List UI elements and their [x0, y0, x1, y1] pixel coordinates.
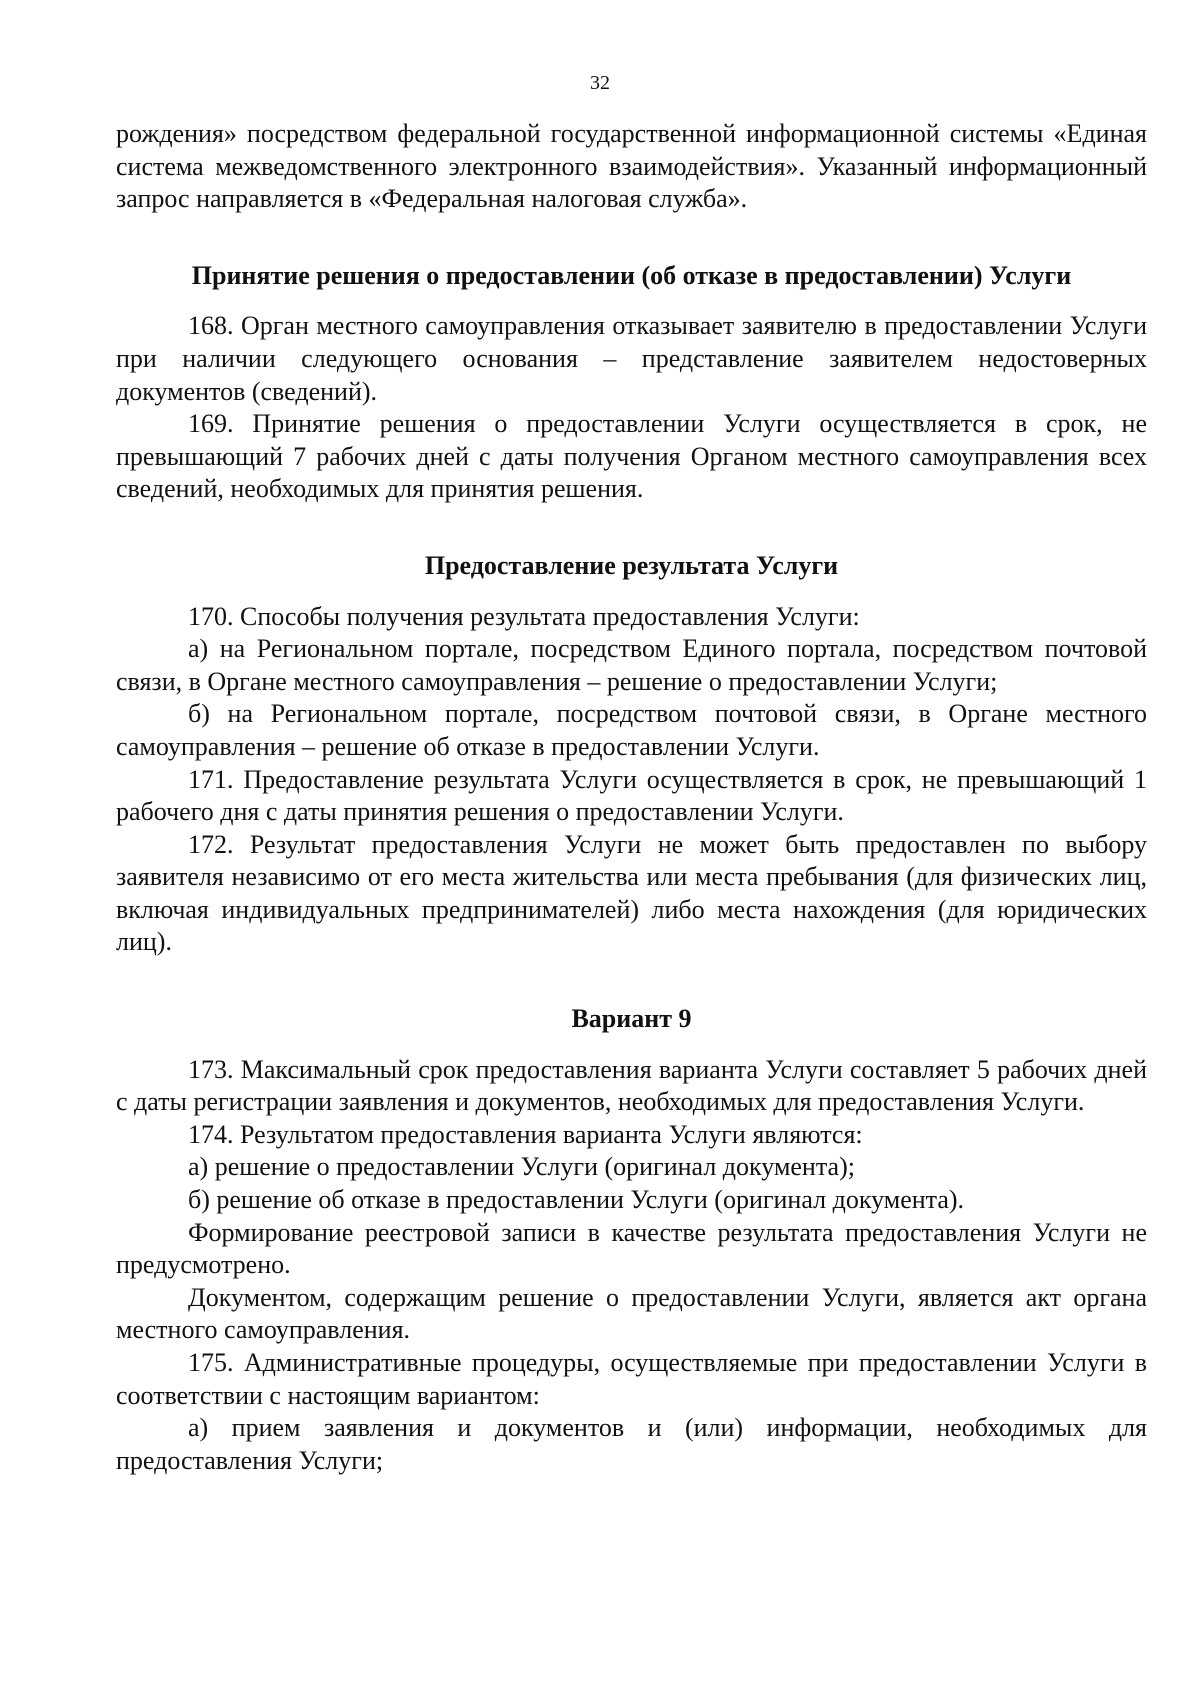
section-heading-decision: Принятие решения о предоставлении (об отказе в предоставлении) Услуги: [191, 260, 1072, 290]
paragraph-171: 171. Предоставление результата Услуги осуществляется в срок, не превышающий 1 рабочего дня с даты принятия решения о предоставлении Услуги.: [116, 764, 1147, 827]
paragraph-continuation: рождения» посредством федеральной государственной информационной системы «Единая система межведомственного электронного взаимодействия». Указанный информационный запрос направляется в «Федеральная налоговая служба».: [116, 119, 1147, 214]
paragraph-174-b: б) решение об отказе в предоставлении Услуги (оригинал документа).: [188, 1185, 965, 1215]
paragraph-173: 173. Максимальный срок предоставления варианта Услуги составляет 5 рабочих дней с даты регистрации заявления и документов, необходимых для предоставления Услуги.: [116, 1054, 1147, 1117]
paragraph-175-a: а) прием заявления и документов и (или) информации, необходимых для предоставления Услуги;: [116, 1413, 1147, 1475]
paragraph-170: 170. Способы получения результата предоставления Услуги:: [188, 601, 860, 631]
paragraph-174: 174. Результатом предоставления варианта Услуги являются:: [188, 1119, 863, 1149]
paragraph-174-a: а) решение о предоставлении Услуги (оригинал документа);: [188, 1152, 855, 1182]
page-number: 32: [590, 72, 610, 94]
paragraph-170-a: а) на Региональном портале, посредством Единого портала, посредством почтовой связи, в Органе местного самоуправления – решение о предоставлении Услуги;: [116, 634, 1147, 696]
paragraph-170-b: б) на Региональном портале, посредством почтовой связи, в Органе местного самоуправления – решение об отказе в предоставлении Услуги.: [116, 699, 1147, 761]
paragraph-172: 172. Результат предоставления Услуги не может быть предоставлен по выбору заявителя независимо от его места жительства или места пребывания (для физических лиц, включая индивидуальных предпринимателей) либо места нахождения (для юридических лиц).: [116, 829, 1147, 957]
document-body: [116, 118, 1147, 1477]
section-heading-result: Предоставление результата Услуги: [424, 550, 839, 580]
paragraph-169: 169. Принятие решения о предоставлении Услуги осуществляется в срок, не превышающий 7 рабочих дней с даты получения Органом местного самоуправления всех сведений, необходимых для принятия решения.: [116, 409, 1147, 504]
paragraph-175: 175. Административные процедуры, осуществляемые при предоставлении Услуги в соответствии с настоящим вариантом:: [116, 1348, 1147, 1410]
section-heading-variant: Вариант 9: [571, 1004, 692, 1034]
paragraph-174-registry: Формирование реестровой записи в качестве результата предоставления Услуги не предусмотрено.: [116, 1217, 1147, 1280]
paragraph-168: 168. Орган местного самоуправления отказывает заявителю в предоставлении Услуги при наличии следующего основания – представление заявителем недостоверных документов (сведений).: [116, 311, 1147, 406]
paragraph-174-document: Документом, содержащим решение о предоставлении Услуги, является акт органа местного самоуправления.: [116, 1282, 1147, 1345]
